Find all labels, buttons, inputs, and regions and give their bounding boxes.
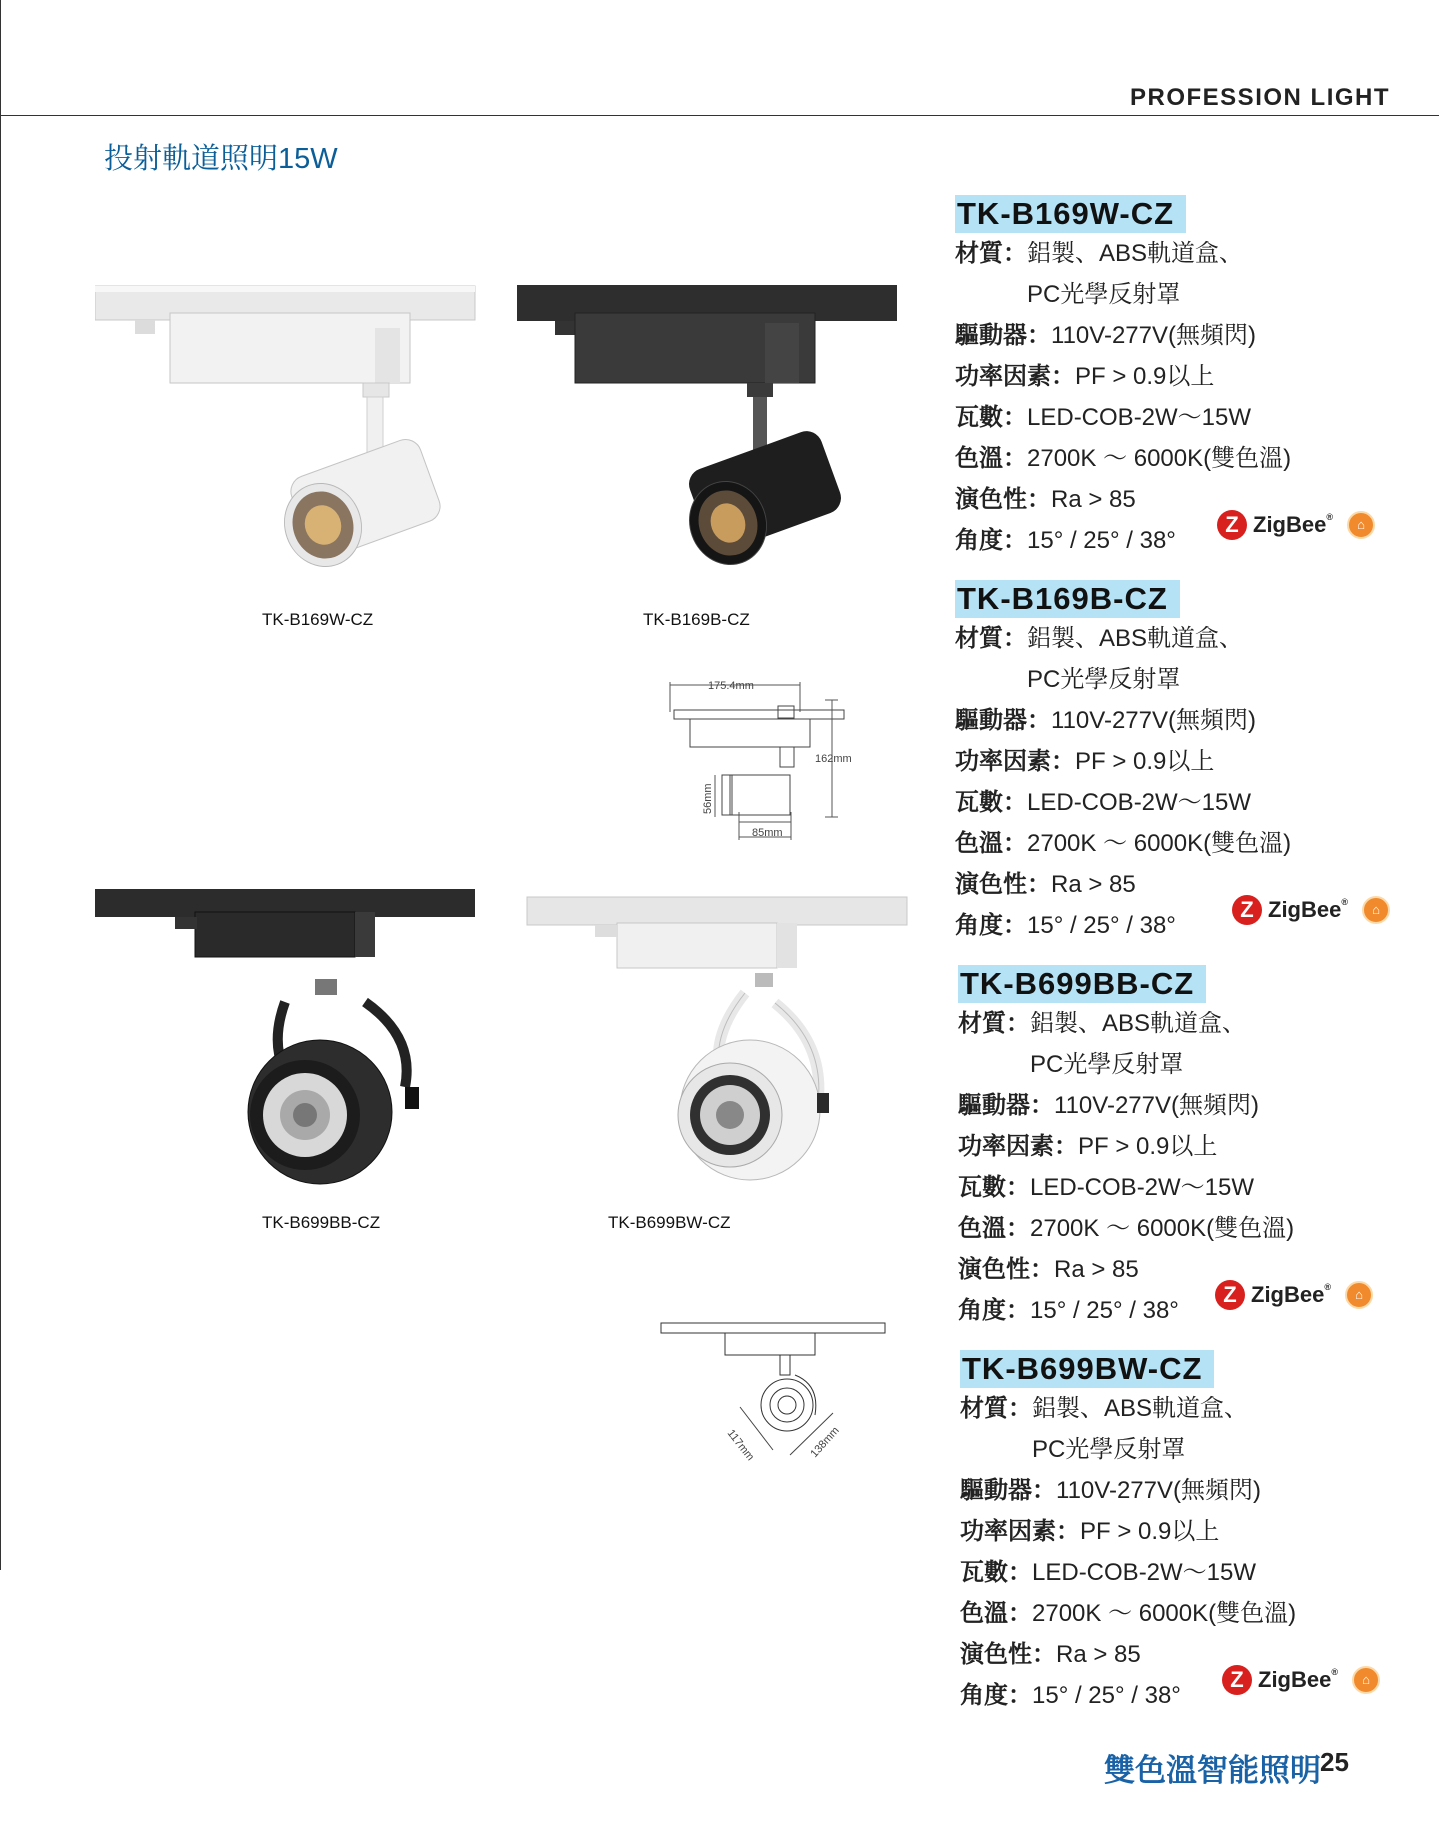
brand-tag: PROFESSION LIGHT <box>1130 84 1391 111</box>
spec-key: 瓦數： <box>960 1559 1032 1586</box>
spec-value: 2700K ～ 6000K(雙色溫) <box>1027 830 1292 857</box>
spec-power-factor <box>955 356 1415 397</box>
spec-key: 演色性： <box>960 1641 1056 1668</box>
spec-material <box>955 618 1415 659</box>
section-title: 投射軌道照明15W <box>104 143 338 175</box>
spec-value: Ra > 85 <box>1051 871 1136 898</box>
spec-key: 角度： <box>955 527 1027 554</box>
spec-key: 演色性： <box>955 486 1051 513</box>
spec-key: 驅動器： <box>960 1477 1056 1504</box>
zigbee-wordmark: ZigBee <box>1253 512 1327 537</box>
spec-value: 2700K ～ 6000K(雙色溫) <box>1032 1600 1297 1627</box>
product-caption: TK-B699BB-CZ <box>262 1213 381 1232</box>
spec-value: 鋁製、ABS軌道盒、 <box>1027 625 1244 652</box>
dim-height: 162mm <box>815 753 852 765</box>
zigbee-badge <box>1232 895 1390 925</box>
spec-key: 材質： <box>958 1010 1030 1037</box>
header-rule <box>0 115 1439 116</box>
zigbee-wordmark: ZigBee <box>1258 1667 1332 1692</box>
zigbee-badge <box>1215 1280 1373 1310</box>
spec-driver <box>958 1085 1418 1126</box>
spec-material-continued: PC光學反射罩 <box>1030 1051 1184 1078</box>
spec-value: PF > 0.9以上 <box>1080 1518 1220 1545</box>
spec-block <box>958 965 1418 1331</box>
product-caption: TK-B699BW-CZ <box>608 1213 731 1232</box>
model-title: TK-B169W-CZ <box>955 195 1186 233</box>
zigbee-badge <box>1222 1665 1380 1695</box>
spec-value: 110V-277V(無頻閃) <box>1051 707 1256 734</box>
spec-key: 瓦數： <box>955 404 1027 431</box>
registered-mark: ® <box>1341 897 1348 907</box>
spec-color-temp <box>955 823 1415 864</box>
product-image-tk-b699bw-cz <box>525 893 910 1193</box>
spec-value: Ra > 85 <box>1051 486 1136 513</box>
zigbee-wordmark: ZigBee <box>1251 1282 1325 1307</box>
dimension-drawing-a <box>660 672 885 847</box>
spec-key: 驅動器： <box>955 707 1051 734</box>
product-image-tk-b169b-cz <box>515 283 900 583</box>
spec-key: 材質： <box>955 625 1027 652</box>
spec-material-continued: PC光學反射罩 <box>1027 666 1181 693</box>
spec-driver <box>960 1470 1420 1511</box>
spec-key: 功率因素： <box>955 363 1075 390</box>
spec-key: 演色性： <box>955 871 1051 898</box>
spec-key: 驅動器： <box>958 1092 1054 1119</box>
dim-width: 175.4mm <box>708 680 754 692</box>
spec-block <box>955 195 1415 561</box>
spec-wattage <box>955 782 1415 823</box>
spec-key: 材質： <box>955 240 1027 267</box>
spec-value: 15° / 25° / 38° <box>1030 1297 1179 1324</box>
spec-driver <box>955 700 1415 741</box>
spec-value: 110V-277V(無頻閃) <box>1054 1092 1259 1119</box>
dimension-drawing-b <box>655 1315 895 1480</box>
spec-key: 色溫： <box>958 1215 1030 1242</box>
spec-key: 色溫： <box>960 1600 1032 1627</box>
spec-value: 15° / 25° / 38° <box>1027 527 1176 554</box>
product-image-tk-b699bb-cz <box>95 887 480 1187</box>
spec-value: LED-COB-2W～15W <box>1030 1174 1255 1201</box>
registered-mark: ® <box>1324 1282 1331 1292</box>
smart-home-icon: ⌂ <box>1347 511 1375 539</box>
spec-material-continued: PC光學反射罩 <box>1032 1436 1186 1463</box>
zigbee-logo-icon: Z <box>1217 510 1247 540</box>
spec-wattage <box>958 1167 1418 1208</box>
spec-color-temp <box>960 1593 1420 1634</box>
zigbee-logo-icon: Z <box>1222 1665 1252 1695</box>
spec-value: 110V-277V(無頻閃) <box>1051 322 1256 349</box>
spec-key: 材質： <box>960 1395 1032 1422</box>
spec-value: Ra > 85 <box>1054 1256 1139 1283</box>
smart-home-icon: ⌂ <box>1362 896 1390 924</box>
spec-value: PF > 0.9以上 <box>1075 748 1215 775</box>
spec-key: 驅動器： <box>955 322 1051 349</box>
spec-power-factor <box>960 1511 1420 1552</box>
dim-head-height: 56mm <box>702 783 714 814</box>
spec-block <box>960 1350 1420 1716</box>
spec-wattage <box>955 397 1415 438</box>
zigbee-logo-icon: Z <box>1232 895 1262 925</box>
spec-material <box>958 1003 1418 1044</box>
page-number: 25 <box>1320 1747 1349 1777</box>
registered-mark: ® <box>1331 1667 1338 1677</box>
registered-mark: ® <box>1326 512 1333 522</box>
product-image-tk-b169w-cz <box>95 283 480 583</box>
zigbee-wordmark: ZigBee <box>1268 897 1342 922</box>
spec-value: 鋁製、ABS軌道盒、 <box>1030 1010 1247 1037</box>
spec-power-factor <box>958 1126 1418 1167</box>
spec-value: PF > 0.9以上 <box>1075 363 1215 390</box>
spec-key: 瓦數： <box>958 1174 1030 1201</box>
left-margin-rule <box>0 0 1 1570</box>
dim-head-width: 85mm <box>752 827 783 839</box>
spec-key: 功率因素： <box>960 1518 1080 1545</box>
spec-material <box>960 1388 1420 1429</box>
spec-value: LED-COB-2W～15W <box>1027 789 1252 816</box>
product-caption: TK-B169B-CZ <box>643 610 750 629</box>
spec-block <box>955 580 1415 946</box>
model-title: TK-B699BB-CZ <box>958 965 1206 1003</box>
spec-value: 鋁製、ABS軌道盒、 <box>1032 1395 1249 1422</box>
product-caption: TK-B169W-CZ <box>262 610 374 629</box>
spec-key: 演色性： <box>958 1256 1054 1283</box>
spec-value: LED-COB-2W～15W <box>1032 1559 1257 1586</box>
spec-key: 角度： <box>955 912 1027 939</box>
spec-key: 角度： <box>960 1682 1032 1709</box>
spec-color-temp <box>955 438 1415 479</box>
spec-key: 功率因素： <box>955 748 1075 775</box>
spec-value: 鋁製、ABS軌道盒、 <box>1027 240 1244 267</box>
spec-material <box>955 233 1415 274</box>
spec-value: LED-COB-2W～15W <box>1027 404 1252 431</box>
zigbee-badge <box>1217 510 1375 540</box>
spec-color-temp <box>958 1208 1418 1249</box>
zigbee-logo-icon: Z <box>1215 1280 1245 1310</box>
spec-value: Ra > 85 <box>1056 1641 1141 1668</box>
spec-value: 2700K ～ 6000K(雙色溫) <box>1030 1215 1295 1242</box>
spec-value: PF > 0.9以上 <box>1078 1133 1218 1160</box>
footer-title: 雙色溫智能照明 <box>1104 1753 1321 1788</box>
dim-diag2: 138mm <box>808 1424 842 1461</box>
spec-key: 瓦數： <box>955 789 1027 816</box>
model-title: TK-B169B-CZ <box>955 580 1180 618</box>
spec-power-factor <box>955 741 1415 782</box>
smart-home-icon: ⌂ <box>1345 1281 1373 1309</box>
spec-key: 角度： <box>958 1297 1030 1324</box>
spec-value: 15° / 25° / 38° <box>1027 912 1176 939</box>
spec-value: 2700K ～ 6000K(雙色溫) <box>1027 445 1292 472</box>
dim-diag1: 117mm <box>724 1427 757 1464</box>
spec-value: 15° / 25° / 38° <box>1032 1682 1181 1709</box>
spec-driver <box>955 315 1415 356</box>
spec-value: 110V-277V(無頻閃) <box>1056 1477 1261 1504</box>
spec-key: 功率因素： <box>958 1133 1078 1160</box>
spec-key: 色溫： <box>955 830 1027 857</box>
spec-key: 色溫： <box>955 445 1027 472</box>
spec-material-continued: PC光學反射罩 <box>1027 281 1181 308</box>
model-title: TK-B699BW-CZ <box>960 1350 1214 1388</box>
spec-wattage <box>960 1552 1420 1593</box>
smart-home-icon: ⌂ <box>1352 1666 1380 1694</box>
